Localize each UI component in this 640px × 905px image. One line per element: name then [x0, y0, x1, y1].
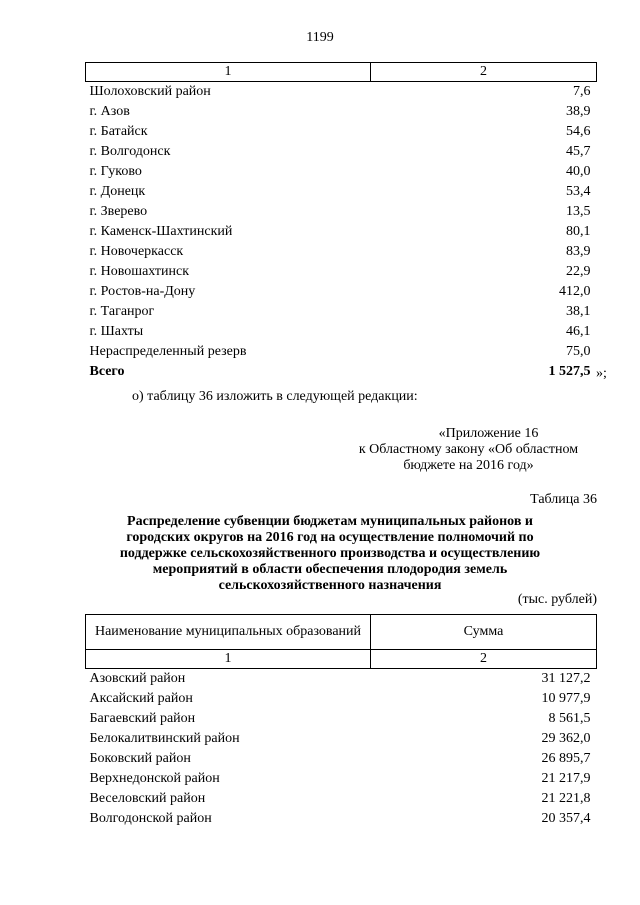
column-header-2: 2: [371, 650, 597, 669]
row-name: Шолоховский район: [89, 84, 211, 99]
row-name: г. Таганрог: [89, 304, 155, 319]
header-sum: Сумма: [371, 615, 597, 650]
row-name: г. Азов: [89, 104, 130, 119]
row-value: 20 357,4: [541, 811, 591, 826]
row-value: 7,6: [573, 84, 591, 99]
table-row: [86, 202, 597, 222]
closing-quote: »;: [596, 366, 607, 381]
row-value: 38,1: [566, 304, 591, 319]
row-value: 40,0: [566, 164, 591, 179]
column-header-1: 1: [86, 63, 371, 82]
title-line-4: мероприятий в области обеспечения плодородия земель: [152, 562, 508, 577]
table-header-row: [86, 615, 597, 650]
table-number: Таблица 36: [530, 492, 597, 507]
table-row: [86, 142, 597, 162]
appendix-line-1: «Приложение 16: [438, 426, 539, 441]
row-name: Верхнедонской район: [89, 771, 220, 786]
row-name: г. Шахты: [89, 324, 144, 339]
table-row: [86, 729, 597, 749]
table-column-number-row: [86, 650, 597, 669]
table-row: [86, 342, 597, 362]
row-name: г. Зверево: [89, 204, 148, 219]
row-value: 29 362,0: [541, 731, 591, 746]
allocation-table-continued: [85, 62, 597, 382]
table-row: [86, 162, 597, 182]
appendix-line-3: бюджете на 2016 год»: [403, 458, 534, 473]
row-value: 8 561,5: [548, 711, 591, 726]
table-row: [86, 222, 597, 242]
table-row: [86, 669, 597, 690]
row-name: Белокалитвинский район: [89, 731, 240, 746]
units-label: (тыс. рублей): [517, 592, 597, 607]
table-row: [86, 262, 597, 282]
row-name: г. Каменск-Шахтинский: [89, 224, 233, 239]
row-value: 53,4: [566, 184, 591, 199]
row-value: 412,0: [559, 284, 591, 299]
appendix-reference: [340, 426, 597, 474]
table-body: [86, 669, 597, 830]
table-row: [86, 282, 597, 302]
row-value: 21 217,9: [541, 771, 591, 786]
row-name: Аксайский район: [89, 691, 193, 706]
total-value: 1 527,5: [548, 364, 591, 379]
row-name: г. Батайск: [89, 124, 148, 139]
row-value: 83,9: [566, 244, 591, 259]
row-name: г. Донецк: [89, 184, 146, 199]
table-row: [86, 302, 597, 322]
table-row: [86, 182, 597, 202]
table-row: [86, 102, 597, 122]
table-row: [86, 242, 597, 262]
row-name: г. Гуково: [89, 164, 142, 179]
table-body: [86, 82, 597, 363]
row-name: Нераспределенный резерв: [89, 344, 247, 359]
row-value: 46,1: [566, 324, 591, 339]
table-title: [95, 514, 565, 594]
row-name: г. Новочеркасск: [89, 244, 184, 259]
table-row: [86, 809, 597, 829]
table-row: [86, 769, 597, 789]
row-value: 13,5: [566, 204, 591, 219]
column-header-2: 2: [371, 63, 597, 82]
row-name: Волгодонской район: [89, 811, 212, 826]
page-number: 1199: [306, 30, 334, 45]
row-name: Азовский район: [89, 671, 186, 686]
row-name: Боковский район: [89, 751, 191, 766]
total-label: Всего: [89, 364, 125, 379]
subvention-table: [85, 614, 597, 829]
table-header-row: [86, 63, 597, 82]
table-row: [86, 322, 597, 342]
table-row: [86, 82, 597, 103]
row-name: г. Ростов-на-Дону: [89, 284, 196, 299]
table-row: [86, 709, 597, 729]
row-value: 38,9: [566, 104, 591, 119]
table-row: [86, 122, 597, 142]
row-value: 54,6: [566, 124, 591, 139]
row-value: 80,1: [566, 224, 591, 239]
table-row: [86, 689, 597, 709]
title-line-3: поддержке сельскохозяйственного производства и осуществлению: [119, 546, 541, 561]
row-name: Веселовский район: [89, 791, 206, 806]
row-name: г. Волгодонск: [89, 144, 171, 159]
appendix-line-2: к Областному закону «Об областном: [358, 442, 579, 457]
row-value: 31 127,2: [541, 671, 591, 686]
column-header-1: 1: [86, 650, 371, 669]
title-line-1: Распределение субвенции бюджетам муниципальных районов и: [127, 514, 533, 529]
table-total-row: [86, 362, 597, 382]
row-value: 10 977,9: [541, 691, 591, 706]
title-line-2: городских округов на 2016 год на осуществление полномочий по: [126, 530, 534, 545]
title-line-5: сельскохозяйственного назначения: [218, 578, 442, 593]
table-row: [86, 749, 597, 769]
row-value: 22,9: [566, 264, 591, 279]
row-value: 75,0: [566, 344, 591, 359]
header-municipality: Наименование муниципальных образований: [86, 615, 371, 650]
table-row: [86, 789, 597, 809]
row-value: 21 221,8: [541, 791, 591, 806]
amendment-paragraph: о) таблицу 36 изложить в следующей редакции:: [132, 389, 418, 404]
row-name: г. Новошахтинск: [89, 264, 190, 279]
row-value: 26 895,7: [541, 751, 591, 766]
row-name: Багаевский район: [89, 711, 196, 726]
row-value: 45,7: [566, 144, 591, 159]
